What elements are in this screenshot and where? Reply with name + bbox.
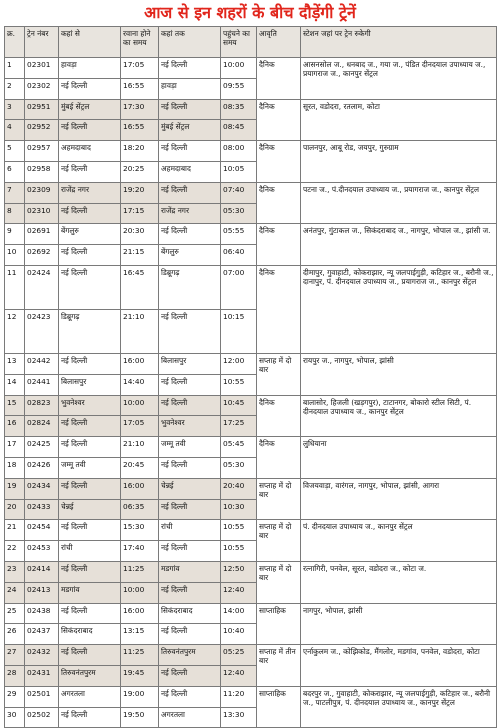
frequency-cell: दैनिक [257,437,301,479]
arrival-cell: 12:40 [221,582,257,603]
train-number-cell: 02414 [25,561,59,582]
arrival-cell: 07:00 [221,265,257,309]
train-number-cell: 02502 [25,707,59,728]
arrival-cell: 06:40 [221,245,257,266]
train-number-cell: 02431 [25,665,59,686]
from-cell: नई दिल्ली [59,78,121,99]
from-cell: मुंबई सेंट्रल [59,99,121,120]
from-cell: भुवनेश्वर [59,395,121,416]
from-cell: नई दिल्ली [59,707,121,728]
from-cell: नई दिल्ली [59,161,121,182]
from-cell: नई दिल्ली [59,437,121,458]
train-number-cell: 02433 [25,499,59,520]
departure-cell: 06:35 [121,499,159,520]
header-departure: रवाना होने का समय [121,27,159,58]
table-row [5,645,497,666]
from-cell: नई दिल्ली [59,265,121,309]
arrival-cell: 10:05 [221,161,257,182]
departure-cell: 21:10 [121,309,159,353]
from-cell: तिरुवनंतपुरम [59,665,121,686]
train-number-cell: 02441 [25,374,59,395]
departure-cell: 20:25 [121,161,159,182]
table-row [5,182,497,203]
train-number-cell: 02692 [25,245,59,266]
train-number-cell: 02425 [25,437,59,458]
stops-cell: दीमापुर, गुवाहाटी, कोकराझार, न्यू जलपाईगुड़ी, कटिहार ज., बरौनी ज., दानापुर, पं. दीनदयाल उपाध्याय ज., प्रयागराज ज., कानपुर सेंट्रल [301,265,497,353]
train-schedule-table [4,26,497,728]
serial-cell: 22 [5,541,25,562]
frequency-cell: सप्ताह में तीन बार [257,645,301,687]
from-cell: नई दिल्ली [59,645,121,666]
arrival-cell: 12:50 [221,561,257,582]
departure-cell: 17:40 [121,541,159,562]
from-cell: नई दिल्ली [59,520,121,541]
from-cell: अहमदाबाद [59,141,121,162]
header-stops: स्टेशन जहां पर ट्रेन रुकेगी [301,27,497,58]
from-cell: बेंगलुरु [59,224,121,245]
to-cell: नई दिल्ली [159,99,221,120]
stops-cell: बालासोर, हिजली (खड़गपुर), टाटानगर, बोकारो स्टील सिटी, पं. दीनदयाल उपाध्याय ज., कानपुर सेंट्रल [301,395,497,437]
serial-cell: 3 [5,99,25,120]
to-cell: चेन्नई [159,478,221,499]
departure-cell: 19:45 [121,665,159,686]
serial-cell: 6 [5,161,25,182]
arrival-cell: 11:20 [221,686,257,707]
to-cell: नई दिल्ली [159,395,221,416]
to-cell: अहमदाबाद [159,161,221,182]
to-cell: नई दिल्ली [159,224,221,245]
departure-cell: 11:25 [121,561,159,582]
arrival-cell: 05:30 [221,457,257,478]
train-number-cell: 02823 [25,395,59,416]
table-header-row [5,27,497,58]
departure-cell: 21:15 [121,245,159,266]
stops-cell: एर्नाकुलम ज., कोझिकोड, मैंगलोर, मडगांव, पनवेल, वडोदरा, कोटा [301,645,497,687]
departure-cell: 13:15 [121,624,159,645]
from-cell: जम्मू तवी [59,457,121,478]
serial-cell: 18 [5,457,25,478]
serial-cell: 24 [5,582,25,603]
from-cell: नई दिल्ली [59,478,121,499]
train-number-cell: 02424 [25,265,59,309]
serial-cell: 4 [5,120,25,141]
table-row [5,603,497,624]
arrival-cell: 07:40 [221,182,257,203]
train-number-cell: 02438 [25,603,59,624]
arrival-cell: 13:30 [221,707,257,728]
arrival-cell: 10:45 [221,395,257,416]
to-cell: नई दिल्ली [159,541,221,562]
serial-cell: 17 [5,437,25,458]
departure-cell: 20:45 [121,457,159,478]
departure-cell: 16:00 [121,353,159,374]
to-cell: रांची [159,520,221,541]
train-number-cell: 02958 [25,161,59,182]
from-cell: रांची [59,541,121,562]
to-cell: नई दिल्ली [159,686,221,707]
arrival-cell: 10:00 [221,58,257,79]
to-cell: जम्मू तवी [159,437,221,458]
from-cell: डिब्रूगढ़ [59,309,121,353]
frequency-cell: साप्ताहिक [257,603,301,645]
train-number-cell: 02302 [25,78,59,99]
stops-cell: पं. दीनदयाल उपाध्याय ज., कानपुर सेंट्रल [301,520,497,562]
serial-cell: 2 [5,78,25,99]
stops-cell: अनंतपुर, गुंटाकल ज., सिकंदराबाद ज., नागपुर, भोपाल ज., झांसी ज. [301,224,497,266]
arrival-cell: 10:30 [221,499,257,520]
arrival-cell: 10:40 [221,624,257,645]
arrival-cell: 14:00 [221,603,257,624]
to-cell: तिरुवनंतपुरम [159,645,221,666]
arrival-cell: 08:45 [221,120,257,141]
serial-cell: 29 [5,686,25,707]
frequency-cell: सप्ताह में दो बार [257,353,301,395]
to-cell: नई दिल्ली [159,182,221,203]
table-row [5,561,497,582]
train-number-cell: 02437 [25,624,59,645]
train-number-cell: 02952 [25,120,59,141]
arrival-cell: 09:55 [221,78,257,99]
to-cell: मुंबई सेंट्रल [159,120,221,141]
table-row [5,520,497,541]
frequency-cell: सप्ताह में दो बार [257,561,301,603]
train-number-cell: 02434 [25,478,59,499]
to-cell: नई दिल्ली [159,141,221,162]
to-cell: नई दिल्ली [159,58,221,79]
from-cell: मडगांव [59,582,121,603]
serial-cell: 10 [5,245,25,266]
departure-cell: 17:05 [121,58,159,79]
table-row [5,395,497,416]
table-row [5,58,497,79]
from-cell: नई दिल्ली [59,245,121,266]
departure-cell: 16:45 [121,265,159,309]
serial-cell: 14 [5,374,25,395]
serial-cell: 20 [5,499,25,520]
departure-cell: 11:25 [121,645,159,666]
frequency-cell: दैनिक [257,265,301,353]
frequency-cell: साप्ताहिक [257,686,301,728]
arrival-cell: 10:15 [221,309,257,353]
train-number-cell: 02309 [25,182,59,203]
to-cell: नई दिल्ली [159,582,221,603]
to-cell: नई दिल्ली [159,624,221,645]
stops-cell: रायपुर ज., नागपुर, भोपाल, झांसी [301,353,497,395]
arrival-cell: 12:40 [221,665,257,686]
from-cell: नई दिल्ली [59,561,121,582]
train-number-cell: 02951 [25,99,59,120]
from-cell: अगरतला [59,686,121,707]
frequency-cell: दैनिक [257,99,301,141]
arrival-cell: 10:55 [221,541,257,562]
to-cell: मडगांव [159,561,221,582]
to-cell: बेंगलुरु [159,245,221,266]
from-cell: सिकंदराबाद [59,624,121,645]
to-cell: भुवनेश्वर [159,416,221,437]
departure-cell: 19:00 [121,686,159,707]
to-cell: नई दिल्ली [159,374,221,395]
train-number-cell: 02426 [25,457,59,478]
from-cell: नई दिल्ली [59,603,121,624]
serial-cell: 12 [5,309,25,353]
to-cell: हावड़ा [159,78,221,99]
departure-cell: 19:50 [121,707,159,728]
serial-cell: 16 [5,416,25,437]
train-number-cell: 02824 [25,416,59,437]
from-cell: नई दिल्ली [59,416,121,437]
arrival-cell: 12:00 [221,353,257,374]
stops-cell: पटना ज., पं.दीनदयाल उपाध्याय ज., प्रयागराज ज., कानपुर सेंट्रल [301,182,497,224]
from-cell: हावड़ा [59,58,121,79]
table-row [5,437,497,458]
to-cell: अगरतला [159,707,221,728]
departure-cell: 21:10 [121,437,159,458]
header-frequency: आवृति [257,27,301,58]
from-cell: नई दिल्ली [59,353,121,374]
table-row [5,686,497,707]
serial-cell: 13 [5,353,25,374]
departure-cell: 17:05 [121,416,159,437]
frequency-cell: सप्ताह में दो बार [257,520,301,562]
train-number-cell: 02454 [25,520,59,541]
stops-cell: नागपुर, भोपाल, झांसी [301,603,497,645]
departure-cell: 10:00 [121,582,159,603]
header-train-number: ट्रेन नंबर [25,27,59,58]
header-serial: क्र. [5,27,25,58]
train-number-cell: 02310 [25,203,59,224]
serial-cell: 7 [5,182,25,203]
train-number-cell: 02442 [25,353,59,374]
stops-cell: सूरत, वडोदरा, रतलाम, कोटा [301,99,497,141]
serial-cell: 30 [5,707,25,728]
serial-cell: 19 [5,478,25,499]
departure-cell: 20:30 [121,224,159,245]
table-row [5,99,497,120]
serial-cell: 27 [5,645,25,666]
train-number-cell: 02413 [25,582,59,603]
serial-cell: 21 [5,520,25,541]
to-cell: नई दिल्ली [159,665,221,686]
from-cell: चेन्नई [59,499,121,520]
table-row [5,478,497,499]
departure-cell: 17:15 [121,203,159,224]
departure-cell: 14:40 [121,374,159,395]
serial-cell: 23 [5,561,25,582]
serial-cell: 8 [5,203,25,224]
table-row [5,224,497,245]
header-to: कहां तक [159,27,221,58]
serial-cell: 11 [5,265,25,309]
page-title: आज से इन शहरों के बीच दौड़ेंगी ट्रेनें [144,3,356,22]
serial-cell: 9 [5,224,25,245]
train-number-cell: 02691 [25,224,59,245]
arrival-cell: 08:35 [221,99,257,120]
departure-cell: 16:00 [121,478,159,499]
arrival-cell: 05:30 [221,203,257,224]
table-row [5,265,497,309]
train-number-cell: 02453 [25,541,59,562]
arrival-cell: 20:40 [221,478,257,499]
frequency-cell: दैनिक [257,395,301,437]
stops-cell: लुधियाना [301,437,497,479]
arrival-cell: 05:55 [221,224,257,245]
stops-cell: विजयवाड़ा, वारंगल, नागपुर, भोपाल, झांसी, आगरा [301,478,497,520]
train-number-cell: 02957 [25,141,59,162]
from-cell: बिलासपुर [59,374,121,395]
from-cell: नई दिल्ली [59,120,121,141]
header-from: कहां से [59,27,121,58]
to-cell: नई दिल्ली [159,457,221,478]
departure-cell: 15:30 [121,520,159,541]
from-cell: नई दिल्ली [59,203,121,224]
frequency-cell: दैनिक [257,141,301,183]
serial-cell: 26 [5,624,25,645]
departure-cell: 17:30 [121,99,159,120]
train-number-cell: 02432 [25,645,59,666]
frequency-cell: दैनिक [257,224,301,266]
departure-cell: 18:20 [121,141,159,162]
header-arrival: पहुंचने का समय [221,27,257,58]
to-cell: सिकंदराबाद [159,603,221,624]
departure-cell: 16:55 [121,120,159,141]
arrival-cell: 17:25 [221,416,257,437]
arrival-cell: 10:55 [221,520,257,541]
stops-cell: बदरपुर ज., गुवाहाटी, कोकराझार, न्यू जलपाईगुड़ी, कटिहार ज., बरौनी ज., पाटलीपुत्र, पं. दीनदयाल उपाध्याय ज., कानपुर सेंट्रल [301,686,497,728]
stops-cell: रत्नागिरी, पनवेल, सूरत, वडोदरा ज., कोटा ज. [301,561,497,603]
arrival-cell: 05:25 [221,645,257,666]
arrival-cell: 05:45 [221,437,257,458]
stops-cell: आसनसोल ज., धनबाद ज., गया ज., पंडित दीनदयाल उपाध्याय ज., प्रयागराज ज., कानपुर सेंट्रल [301,58,497,100]
serial-cell: 28 [5,665,25,686]
serial-cell: 15 [5,395,25,416]
table-row [5,141,497,162]
serial-cell: 5 [5,141,25,162]
serial-cell: 25 [5,603,25,624]
arrival-cell: 08:00 [221,141,257,162]
to-cell: बिलासपुर [159,353,221,374]
train-number-cell: 02423 [25,309,59,353]
departure-cell: 10:00 [121,395,159,416]
from-cell: राजेंद्र नगर [59,182,121,203]
train-number-cell: 02501 [25,686,59,707]
to-cell: नई दिल्ली [159,309,221,353]
departure-cell: 16:55 [121,78,159,99]
frequency-cell: दैनिक [257,182,301,224]
departure-cell: 19:20 [121,182,159,203]
to-cell: डिब्रूगढ़ [159,265,221,309]
to-cell: नई दिल्ली [159,499,221,520]
arrival-cell: 10:55 [221,374,257,395]
frequency-cell: सप्ताह में दो बार [257,478,301,520]
stops-cell: पालनपुर, आबू रोड, जयपुर, गुरुग्राम [301,141,497,183]
table-row [5,353,497,374]
frequency-cell: दैनिक [257,58,301,100]
departure-cell: 16:00 [121,603,159,624]
serial-cell: 1 [5,58,25,79]
train-number-cell: 02301 [25,58,59,79]
to-cell: राजेंद्र नगर [159,203,221,224]
